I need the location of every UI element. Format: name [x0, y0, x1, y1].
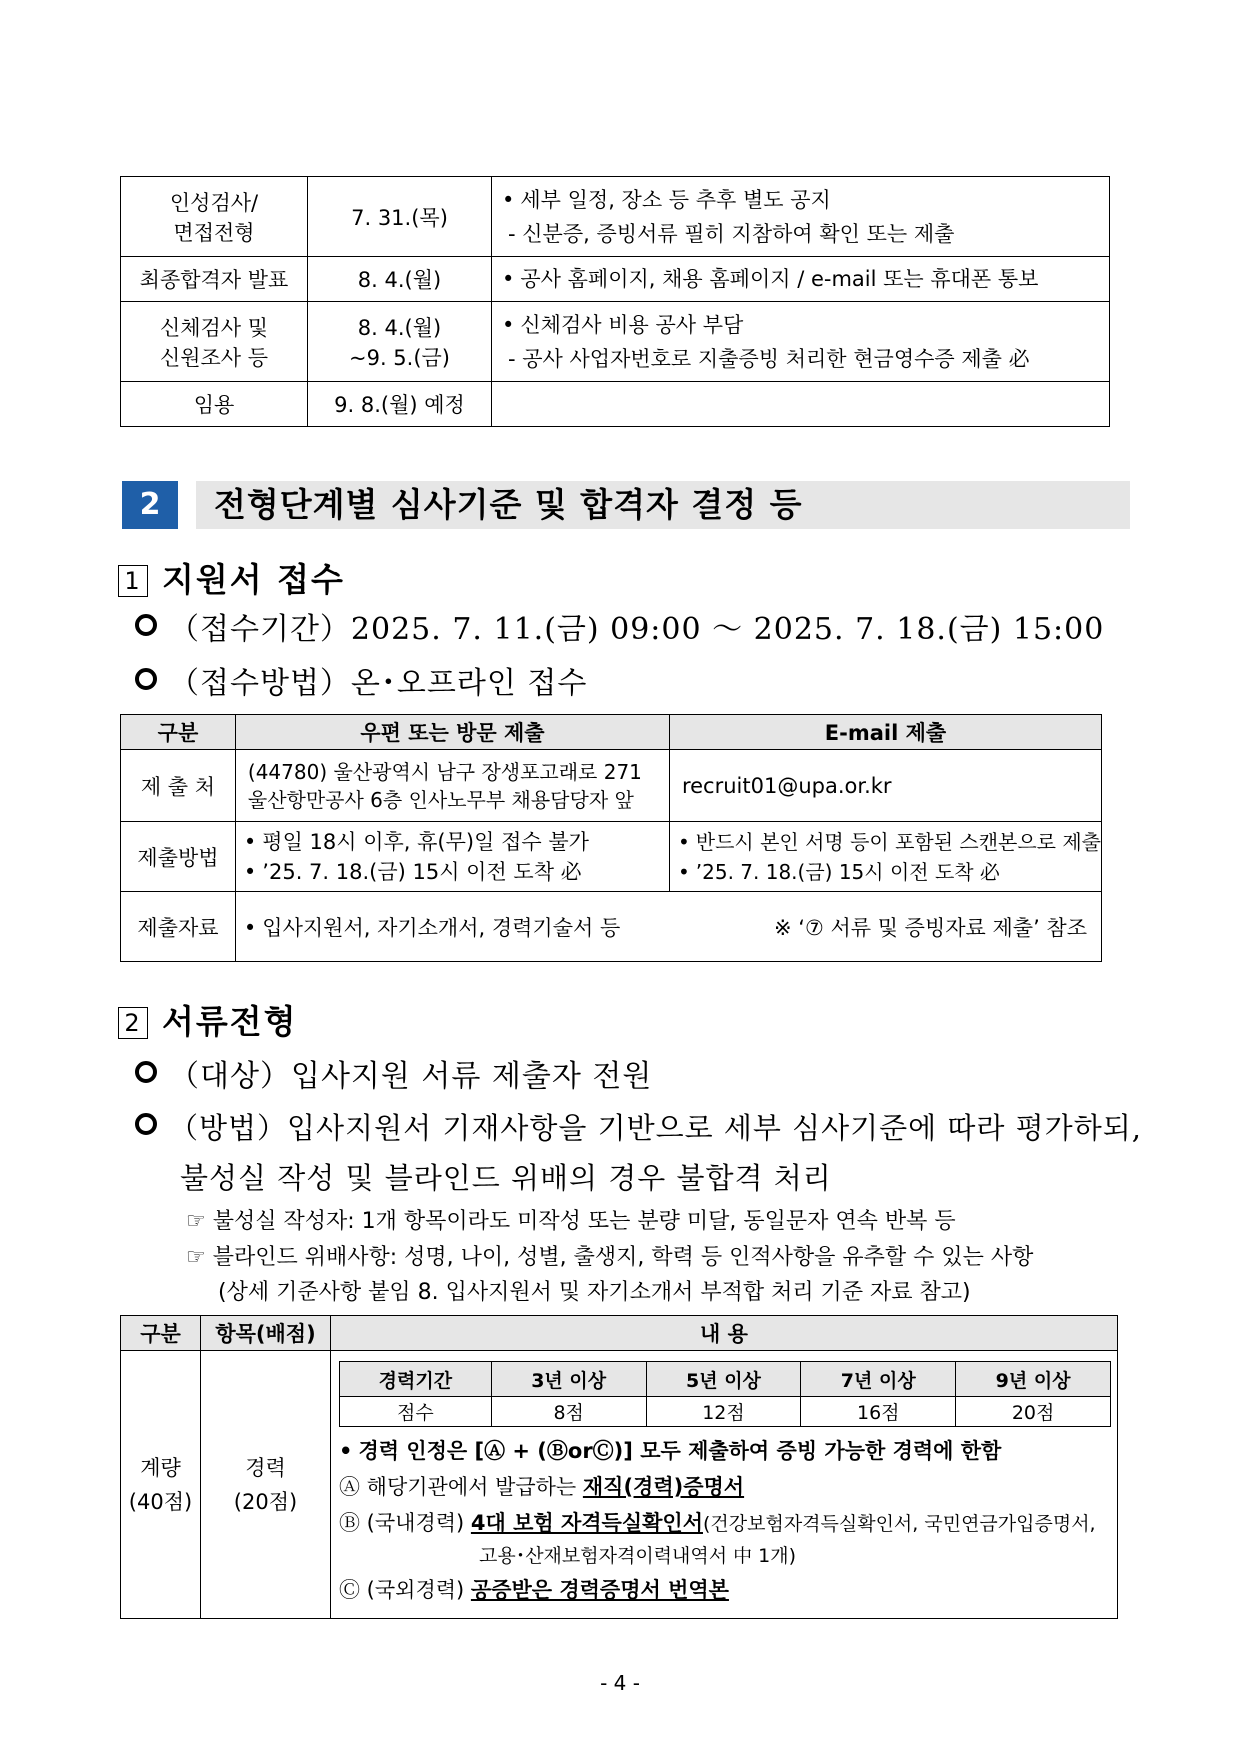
table-header: E-mail 제출 — [669, 715, 1101, 750]
doc-a: Ⓐ 해당기관에서 발급하는 재직(경력)증명서 — [339, 1475, 745, 1499]
subsection-2-heading — [118, 996, 298, 1043]
note-line: ☞ 불성실 작성자: 1개 항목이라도 미작성 또는 분량 미달, 동일문자 연속 반복 등 — [186, 1209, 956, 1234]
subsection-title: 지원서 접수 — [162, 560, 345, 599]
stage-cell: 최종합격자 발표 — [121, 257, 308, 302]
circle-bullet-icon — [135, 668, 157, 690]
table-row: 제 출 처 (44780) 울산광역시 남구 장생포고래로 271 울산항만공사 6층 인사노무부 채용담당자 앞 recruit01@upa.or.kr — [121, 750, 1102, 822]
career-rule: • 경력 인정은 [Ⓐ + (ⒷorⒸ)] 모두 제출하여 증빙 가능한 경력에 한함 — [339, 1435, 1111, 1465]
details-cell: • 공사 홈페이지, 채용 홈페이지 / e-mail 또는 휴대폰 통보 — [492, 257, 1110, 302]
date-cell: 9. 8.(월) 예정 — [308, 382, 492, 427]
table-row: 계량 (40점) 경력 (20점) 경력기간 3년 이상 5년 이상 7년 이상 9년 이상 점수 8점 12점 16점 20점 • 경력 인정은 [Ⓐ + (ⒷorⒸ)] 모두 제출하여 증빙 가능한 경력에 한함 Ⓐ 해당기관에서 발급하는 재직(경력)증명서 Ⓑ (국내경력) 4대 보험 자격득실확인서(건강보험자격득실확인서, 국민연금가입증명서, 고용･산재보험자격이력내역서 中 1개) Ⓒ (국외경력) 공증받은 경력증명서 번역본 — [121, 1351, 1118, 1619]
date-cell: 8. 4.(월) ~9. 5.(금) — [308, 302, 492, 382]
subsection-1-heading — [118, 554, 345, 601]
doc-b-note: 고용･산재보험자격이력내역서 中 1개) — [479, 1545, 797, 1567]
schedule-row-interview — [121, 177, 1110, 257]
stage-cell: 인성검사/ 면접전형 — [121, 177, 308, 257]
bullet-item-continuation: 불성실 작성 및 블라인드 위배의 경우 불합격 처리 — [180, 1161, 832, 1195]
submission-table — [120, 714, 1102, 962]
schedule-table — [120, 176, 1110, 427]
table-header: 항목(배점) — [201, 1316, 331, 1351]
circle-bullet-icon — [135, 1061, 157, 1083]
table-header: 우편 또는 방문 제출 — [235, 715, 669, 750]
date-cell: 8. 4.(월) — [308, 257, 492, 302]
table-row: 제출자료 • 입사지원서, 자기소개서, 경력기술서 등 ※ ‘⑦ 서류 및 증빙자료 제출’ 참조 — [121, 892, 1102, 962]
section-title: 전형단계별 심사기준 및 합격자 결정 등 — [196, 481, 1130, 529]
details-cell: • 세부 일정, 장소 등 추후 별도 공지 - 신분증, 증빙서류 필히 지참하여 확인 또는 제출 — [492, 177, 1110, 257]
subsection-number-box: 1 — [118, 565, 148, 597]
details-cell: • 신체검사 비용 공사 부담 - 공사 사업자번호로 지출증빙 처리한 현금영수증 제출 必 — [492, 302, 1110, 382]
bullet-item: （접수기간）2025. 7. 11.(금) 09:00 ～ 2025. 7. 18.(금) 15:00 — [135, 604, 1104, 648]
bullet-item: （대상）입사지원 서류 제출자 전원 — [135, 1051, 652, 1095]
page-number: - 4 - — [600, 1671, 640, 1695]
stage-cell: 임용 — [121, 382, 308, 427]
scoring-table — [120, 1315, 1118, 1619]
table-row: 제출방법 • 평일 18시 이후, 휴(무)일 접수 불가 • ’25. 7. 18.(금) 15시 이전 도착 必 • 반드시 본인 서명 등이 포함된 스캔본으로 제출 • ’25. 7. 18.(금) 15시 이전 도착 必 — [121, 822, 1102, 892]
doc-b: Ⓑ (국내경력) 4대 보험 자격득실확인서(건강보험자격득실확인서, 국민연금가입증명서, — [339, 1511, 1096, 1535]
schedule-row-appointment — [121, 382, 1110, 427]
doc-c: Ⓒ (국외경력) 공증받은 경력증명서 번역본 — [339, 1578, 729, 1602]
bullet-item: （방법）입사지원서 기재사항을 기반으로 세부 심사기준에 따라 평가하되, — [135, 1106, 1142, 1147]
table-header: 구분 — [121, 1316, 201, 1351]
schedule-row-final — [121, 257, 1110, 302]
note-line: ☞ 블라인드 위배사항: 성명, 나이, 성별, 출생지, 학력 등 인적사항을 유추할 수 있는 사항 — [186, 1245, 1034, 1270]
circle-bullet-icon — [135, 1113, 157, 1135]
note-line: (상세 기준사항 붙임 8. 입사지원서 및 자기소개서 부적합 처리 기준 자료 참고) — [218, 1280, 971, 1305]
table-header: 내 용 — [331, 1316, 1118, 1351]
bullet-item: （접수방법）온･오프라인 접수 — [135, 658, 587, 702]
subsection-title: 서류전형 — [162, 1002, 298, 1041]
section-number: 2 — [122, 481, 178, 529]
table-header: 구분 — [121, 715, 236, 750]
career-score-table: 경력기간 3년 이상 5년 이상 7년 이상 9년 이상 점수 8점 12점 16점 20점 — [339, 1361, 1111, 1427]
circle-bullet-icon — [135, 614, 157, 636]
schedule-row-medical — [121, 302, 1110, 382]
stage-cell: 신체검사 및 신원조사 등 — [121, 302, 308, 382]
subsection-number-box: 2 — [118, 1007, 148, 1039]
date-cell: 7. 31.(목) — [308, 177, 492, 257]
details-cell — [492, 382, 1110, 427]
